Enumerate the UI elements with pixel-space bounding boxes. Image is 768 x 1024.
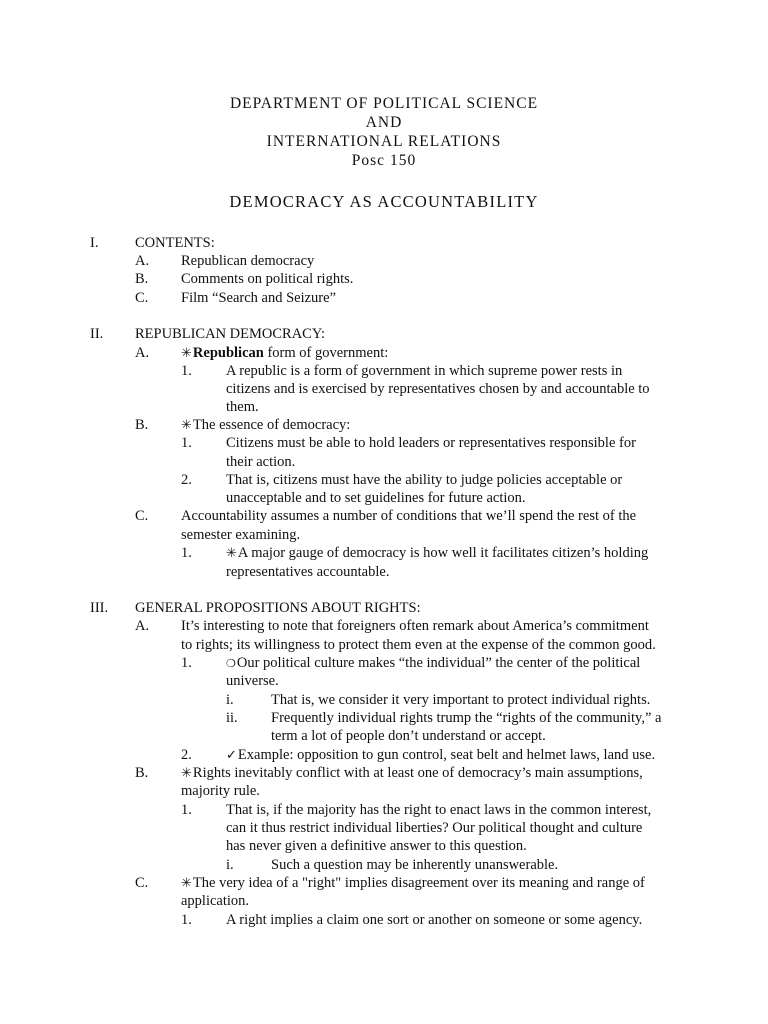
item-letter: C. (135, 290, 149, 306)
item-text: ✳Republican form of government: (181, 345, 389, 361)
subpoint-text: term a lot of people don’t understand or accept. (271, 728, 546, 744)
point-number: 1. (181, 545, 192, 561)
item-text: ✳The essence of democracy: (181, 417, 351, 433)
subpoint-text: Frequently individual rights trump the “rights of the community,” a (271, 710, 662, 726)
subpoint-number: i. (226, 857, 234, 873)
subpoint-number: ii. (226, 710, 238, 726)
item-text: to rights; its willingness to protect them even at the expense of the common good. (181, 637, 656, 653)
asterisk-icon: ✳ (181, 766, 192, 781)
item-text: majority rule. (181, 783, 260, 799)
item-text: ✳The very idea of a "right" implies disagreement over its meaning and range of (181, 875, 645, 891)
point-text: That is, citizens must have the ability to judge policies acceptable or (226, 472, 623, 488)
point-text: ❍Our political culture makes “the individual” the center of the political (226, 655, 641, 671)
item-letter: B. (135, 765, 149, 781)
point-text: their action. (226, 454, 296, 470)
item-text: Republican democracy (181, 253, 315, 269)
point-text: has never given a definitive answer to this question. (226, 838, 527, 854)
circle-icon: ❍ (226, 657, 236, 670)
point-text: ✳A major gauge of democracy is how well it facilitates citizen’s holding (226, 545, 649, 561)
department-heading: DEPARTMENT OF POLITICAL SCIENCE (229, 95, 539, 112)
item-text: application. (181, 893, 250, 909)
department-heading-ir: INTERNATIONAL RELATIONS (266, 133, 502, 150)
asterisk-icon: ✳ (181, 418, 192, 433)
item-letter: B. (135, 271, 149, 287)
section-number: II. (90, 326, 104, 342)
item-text: semester examining. (181, 527, 301, 543)
item-text: It’s interesting to note that foreigners often remark about America’s commitment (181, 618, 649, 634)
point-number: 1. (181, 912, 192, 928)
section-heading: CONTENTS: (135, 235, 215, 251)
asterisk-icon: ✳ (181, 346, 192, 361)
point-number: 2. (181, 472, 192, 488)
point-text: ✓Example: opposition to gun control, seat belt and helmet laws, land use. (226, 747, 656, 763)
department-heading-and: AND (365, 114, 403, 131)
item-letter: A. (135, 618, 150, 634)
asterisk-icon: ✳ (226, 546, 237, 561)
point-text: universe. (226, 673, 279, 689)
item-text: Film “Search and Seizure” (181, 290, 337, 306)
point-number: 1. (181, 802, 192, 818)
subpoint-text: Such a question may be inherently unanswerable. (271, 857, 559, 873)
item-letter: C. (135, 875, 149, 891)
course-code: Posc 150 (351, 152, 417, 169)
point-number: 1. (181, 363, 192, 379)
point-text: That is, if the majority has the right to enact laws in the common interest, (226, 802, 652, 818)
point-number: 1. (181, 435, 192, 451)
subpoint-number: i. (226, 692, 234, 708)
point-number: 1. (181, 655, 192, 671)
item-text: Comments on political rights. (181, 271, 354, 287)
section-heading: REPUBLICAN DEMOCRACY: (135, 326, 326, 342)
item-text: Accountability assumes a number of conditions that we’ll spend the rest of the (181, 508, 637, 524)
point-text: Citizens must be able to hold leaders or representatives responsible for (226, 435, 636, 451)
checkmark-icon: ✓ (226, 748, 237, 763)
point-text: A republic is a form of government in which supreme power rests in (226, 363, 623, 379)
item-letter: A. (135, 253, 150, 269)
subpoint-text: That is, we consider it very important to protect individual rights. (271, 692, 651, 708)
asterisk-icon: ✳ (181, 876, 192, 891)
section-heading: GENERAL PROPOSITIONS ABOUT RIGHTS: (135, 600, 421, 616)
bold-term: Republican (192, 345, 264, 361)
point-text: A right implies a claim one sort or another on someone or some agency. (226, 912, 643, 928)
section-number: I. (90, 235, 99, 251)
item-letter: B. (135, 417, 149, 433)
point-text: unacceptable and to set guidelines for future action. (226, 490, 526, 506)
point-number: 2. (181, 747, 192, 763)
document-title: DEMOCRACY AS ACCOUNTABILITY (229, 192, 539, 211)
point-text: representatives accountable. (226, 564, 390, 580)
item-letter: A. (135, 345, 150, 361)
item-letter: C. (135, 508, 149, 524)
point-text: citizens and is exercised by representatives chosen by and accountable to (226, 381, 650, 397)
point-text: them. (226, 399, 259, 415)
item-text: ✳Rights inevitably conflict with at least one of democracy’s main assumptions, (181, 765, 643, 781)
section-number: III. (90, 600, 109, 616)
point-text: can it thus restrict individual liberties? Our political thought and culture (226, 820, 643, 836)
